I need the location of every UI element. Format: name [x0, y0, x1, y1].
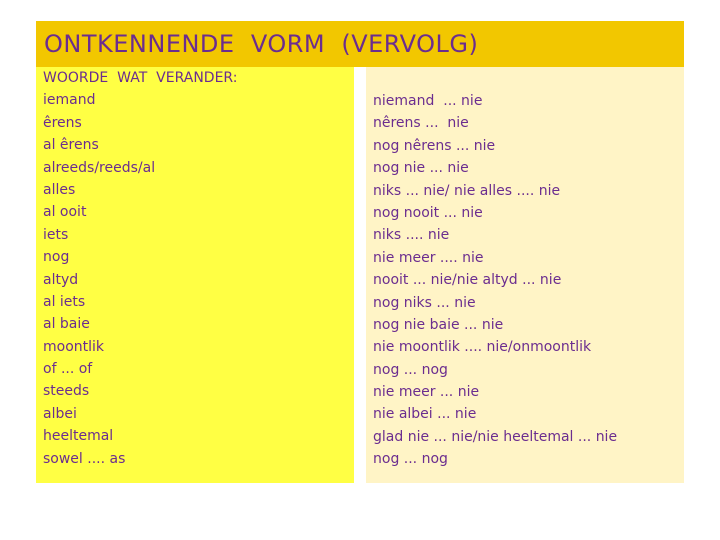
original-word: alles [43, 181, 76, 198]
negative-form: nie moontlik .... nie/onmoontlik [373, 339, 592, 356]
original-word: nog [43, 249, 70, 266]
original-word: sowel .... as [43, 450, 126, 467]
negative-form: nog nooit ... nie [373, 204, 483, 221]
original-word: al baie [43, 316, 90, 333]
negative-form: nêrens ... nie [373, 115, 469, 132]
negative-form: nog nie baie ... nie [373, 316, 504, 333]
original-words-list [43, 67, 237, 470]
original-word: al êrens [43, 137, 99, 154]
negative-form: glad nie ... nie/nie heeltemal ... nie [373, 428, 618, 445]
original-word: heeltemal [43, 428, 114, 445]
negative-form: nie meer ... nie [373, 384, 480, 401]
original-word: iets [43, 226, 69, 243]
negative-forms-list [373, 90, 617, 471]
title-bar [36, 21, 684, 67]
original-word: al iets [43, 293, 86, 310]
negative-form: nog ... nog [373, 451, 448, 468]
original-word: moontlik [43, 338, 105, 355]
negative-form: nog niks ... nie [373, 294, 476, 311]
original-word: altyd [43, 271, 79, 288]
negative-form: nog ... nog [373, 361, 448, 378]
original-word: al ooit [43, 204, 87, 221]
right-word-panel [366, 67, 684, 483]
negative-form: niks ... nie/ nie alles .... nie [373, 182, 561, 199]
original-word: of ... of [43, 361, 93, 378]
left-word-panel [36, 67, 354, 483]
original-word: iemand [43, 92, 96, 109]
negative-form: nog nie ... nie [373, 160, 469, 177]
left-column-heading: WOORDE WAT VERANDER: [43, 70, 238, 86]
original-word: albei [43, 405, 77, 422]
negative-form: nie albei ... nie [373, 406, 477, 423]
slide-title: ONTKENNENDE VORM (VERVOLG) [44, 30, 479, 58]
negative-form: nooit ... nie/nie altyd ... nie [373, 272, 562, 289]
original-word: alreeds/reeds/al [43, 159, 156, 176]
negative-form: nog nêrens ... nie [373, 137, 496, 154]
original-word: steeds [43, 383, 90, 400]
negative-form: niks .... nie [373, 227, 450, 244]
negative-form: nie meer .... nie [373, 249, 484, 266]
original-word: êrens [43, 114, 82, 131]
negative-form: niemand ... nie [373, 93, 483, 109]
